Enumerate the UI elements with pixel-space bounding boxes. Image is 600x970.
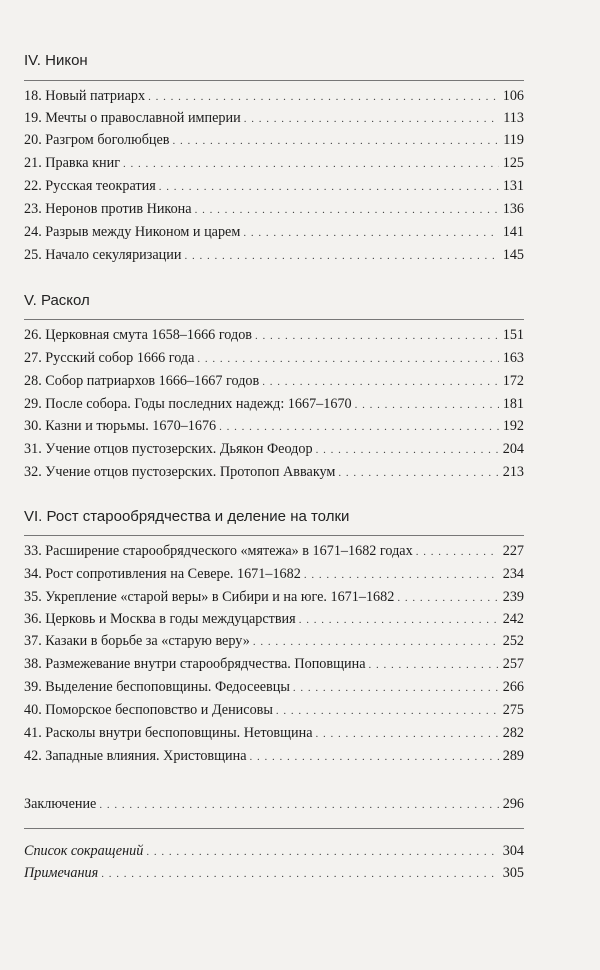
entry-title: 41. Расколы внутри беспоповщины. Нетовщина [24,725,313,741]
part-title-iv: IV. Никон [24,52,88,69]
toc-entry [24,462,524,482]
entry-title: 28. Собор патриархов 1666–1667 годов [24,373,260,389]
page-number: 145 [502,247,524,263]
entry-title: 18. Новый патриарх [24,88,146,104]
toc-entry [24,631,524,651]
section-rule [24,535,524,536]
dot-leader [304,565,499,585]
section-rule [24,828,524,829]
dot-leader [316,724,499,744]
entry-title: 27. Русский собор 1666 года [24,350,195,366]
toc-entry [24,371,524,391]
entry-title: 24. Разрыв между Никоном и царем [24,224,241,240]
entry-title: 30. Казни и тюрьмы. 1670–1676 [24,418,217,434]
page-number: 304 [502,843,524,859]
toc-entry-abbreviations [24,841,524,861]
toc-entry [24,325,524,345]
dot-leader [338,463,499,483]
entry-title: 37. Казаки в борьбе за «старую веру» [24,633,250,649]
page-number: 172 [502,373,524,389]
entry-title: 20. Разгром боголюбцев [24,132,170,148]
entry-title: 34. Рост сопротивления на Севере. 1671–1682 [24,566,301,582]
dot-leader [416,542,499,562]
entry-title: Примечания [24,865,99,881]
page-number: 151 [502,327,524,343]
dot-leader [276,701,499,721]
page-number: 266 [502,679,524,695]
page-number: 136 [502,201,524,217]
toc-entry [24,439,524,459]
section-rule [24,80,524,81]
part-title-vi: VI. Рост старообрядчества и деление на толки [24,508,350,525]
page-number: 275 [502,702,524,718]
page-number: 296 [502,796,524,812]
part-title-v: V. Раскол [24,292,90,309]
page-number: 131 [502,178,524,194]
dot-leader [159,177,499,197]
toc-entry-notes [24,863,524,883]
entry-title: 25. Начало секуляризации [24,247,182,263]
page-number: 125 [502,155,524,171]
entry-title: 38. Размежевание внутри старообрядчества. Поповщина [24,656,366,672]
dot-leader [262,372,499,392]
toc-entry [24,609,524,629]
entry-title: 29. После собора. Годы последних надежд: 1667–1670 [24,396,352,412]
page-number: 257 [502,656,524,672]
dot-leader [184,246,499,266]
toc-entry [24,153,524,173]
page-number: 192 [502,418,524,434]
dot-leader [316,440,499,460]
page-number: 204 [502,441,524,457]
entry-title: 36. Церковь и Москва в годы междуцарствия [24,611,296,627]
toc-entry [24,86,524,106]
toc-entry [24,108,524,128]
page-number: 289 [502,748,524,764]
page-number: 234 [502,566,524,582]
toc-entry [24,394,524,414]
toc-entry [24,176,524,196]
entry-title: 21. Правка книг [24,155,121,171]
page-number: 141 [502,224,524,240]
page-number: 282 [502,725,524,741]
entry-title: 32. Учение отцов пустозерских. Протопоп Аввакум [24,464,336,480]
toc-entry [24,587,524,607]
section-rule [24,319,524,320]
toc-entry [24,746,524,766]
entry-title: Заключение [24,796,97,812]
entry-title: 19. Мечты о православной империи [24,110,241,126]
toc-entry [24,700,524,720]
page-number: 242 [502,611,524,627]
toc-entry [24,416,524,436]
entry-title: 23. Неронов против Никона [24,201,192,217]
page-number: 227 [502,543,524,559]
dot-leader [250,747,499,767]
dot-leader [369,655,499,675]
entry-title: 26. Церковная смута 1658–1666 годов [24,327,252,343]
entry-title: 31. Учение отцов пустозерских. Дьякон Феодор [24,441,313,457]
page-number: 113 [503,110,524,126]
toc-entry [24,130,524,150]
toc-entry [24,654,524,674]
dot-leader [253,632,499,652]
dot-leader [148,87,499,107]
entry-title: 39. Выделение беспоповщины. Федосеевцы [24,679,290,695]
dot-leader [397,588,499,608]
dot-leader [173,131,499,151]
page-number: 181 [502,396,524,412]
page-number: 239 [502,589,524,605]
entry-title: 35. Укрепление «старой веры» в Сибири и на юге. 1671–1682 [24,589,395,605]
toc-entry [24,677,524,697]
dot-leader [219,417,499,437]
dot-leader [255,326,499,346]
entry-title: 40. Поморское беспоповство и Денисовы [24,702,273,718]
page-number: 106 [502,88,524,104]
dot-leader [197,349,499,369]
entry-title: 42. Западные влияния. Христовщина [24,748,247,764]
dot-leader [293,678,499,698]
page-number: 305 [502,865,524,881]
entry-title: 22. Русская теократия [24,178,156,194]
entry-title: Список сокращений [24,843,144,859]
dot-leader [195,200,499,220]
toc-entry [24,222,524,242]
dot-leader [146,842,499,862]
dot-leader [299,610,499,630]
toc-entry [24,541,524,561]
dot-leader [99,795,499,815]
dot-leader [101,864,499,884]
entry-title: 33. Расширение старообрядческого «мятежа» в 1671–1682 годах [24,543,413,559]
toc-entry [24,199,524,219]
toc-entry [24,245,524,265]
toc-entry-conclusion [24,794,524,814]
page-number: 163 [502,350,524,366]
dot-leader [244,109,499,129]
toc-entry [24,723,524,743]
dot-leader [123,154,499,174]
page-number: 252 [502,633,524,649]
dot-leader [243,223,499,243]
page-number: 119 [503,132,524,148]
dot-leader [355,395,499,415]
page-number: 213 [502,464,524,480]
toc-entry [24,564,524,584]
toc-entry [24,348,524,368]
